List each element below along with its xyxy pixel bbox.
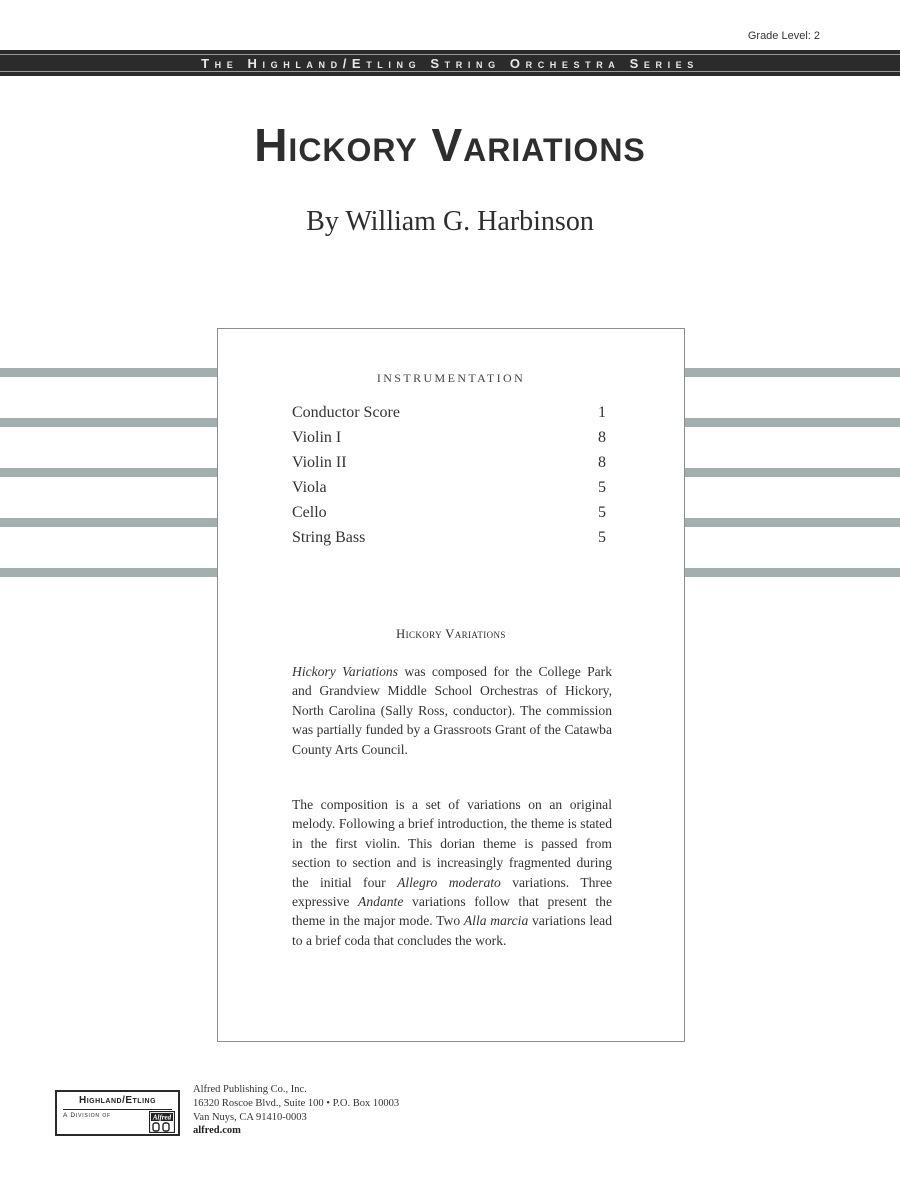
- instrument-row: [292, 454, 612, 478]
- staff-line: [0, 418, 217, 427]
- logo-name: Highland/Etling: [78, 1095, 157, 1106]
- page-title: Hickory Variations: [254, 119, 646, 171]
- instrument-quantity: 1: [598, 404, 606, 421]
- grade-level: Grade Level: 2: [747, 30, 820, 42]
- instrument-name: Violin I: [292, 429, 342, 446]
- publisher-info: [193, 1083, 399, 1138]
- info-panel: [217, 328, 685, 1042]
- staff-line: [685, 468, 900, 477]
- publisher-url: alfred.com: [193, 1125, 241, 1137]
- program-notes-heading: Hickory Variations: [396, 627, 506, 641]
- instrument-row: [292, 529, 612, 553]
- program-notes-paragraph: [292, 795, 612, 950]
- paragraph-text: The composition is a set of variations on an original melody. Following a brief introduction, the theme is stated in the first violin. This dorian theme is passed from section to section and is increasingly fragmented during the initial four: [292, 797, 612, 890]
- instrument-name: Viola: [292, 479, 327, 496]
- instrument-name: Cello: [292, 504, 327, 521]
- publisher-name: Alfred Publishing Co., Inc.: [193, 1084, 307, 1095]
- publisher-logo: [55, 1090, 180, 1136]
- staff-line: [685, 418, 900, 427]
- staff-line: [0, 568, 217, 577]
- staff-line: [685, 568, 900, 577]
- logo-subtitle: A Division of: [63, 1112, 111, 1119]
- paragraph-text: variations. Three expressive: [292, 874, 613, 910]
- instrument-quantity: 5: [598, 529, 606, 546]
- instrumentation-heading: INSTRUMENTATION: [376, 371, 526, 385]
- instrument-row: [292, 404, 612, 428]
- instrument-row: [292, 429, 612, 453]
- staff-line: [685, 518, 900, 527]
- paragraph-text: variations follow that present the theme in the major mode. Two: [292, 894, 612, 929]
- instrument-quantity: 5: [598, 479, 606, 496]
- instrument-quantity: 5: [598, 504, 606, 521]
- instrument-name: Conductor Score: [292, 404, 400, 421]
- alfred-logo-icon: [149, 1111, 175, 1133]
- series-banner: [0, 50, 900, 76]
- series-title: The Highland/Etling String Orchestra Series: [201, 56, 699, 71]
- instrument-name: String Bass: [292, 529, 366, 546]
- publisher-address: 16320 Roscoe Blvd., Suite 100 • P.O. Box 10003: [193, 1097, 400, 1109]
- instrument-quantity: 8: [598, 454, 606, 471]
- tempo-marking: Allegro moderato: [397, 874, 501, 890]
- composer-byline: By William G. Harbinson: [306, 206, 594, 237]
- staff-line: [685, 368, 900, 377]
- instrument-row: [292, 504, 612, 528]
- staff-line: [0, 518, 217, 527]
- instrument-quantity: 8: [598, 429, 606, 446]
- program-notes-paragraph: [292, 662, 612, 759]
- tempo-marking: Alla marcia: [463, 913, 529, 929]
- publisher-city: Van Nuys, CA 91410-0003: [193, 1111, 307, 1123]
- logo-divider: [63, 1109, 172, 1110]
- instrument-name: Violin II: [292, 454, 347, 471]
- staff-line: [0, 468, 217, 477]
- alfred-logo-text: Alfred: [152, 1113, 172, 1122]
- paragraph-text: was composed for the College Park and Grandview Middle School Orchestras of Hickory, North Carolina (Sally Ross, conductor). The commission was partially funded by a Grassroots Grant of the Catawba County Arts Council.: [292, 664, 613, 757]
- instrument-row: [292, 479, 612, 503]
- tempo-marking: Andante: [358, 894, 404, 910]
- staff-line: [0, 368, 217, 377]
- work-title-italic: Hickory Variations: [292, 664, 399, 679]
- paragraph-text: variations lead to a brief coda that concludes the work.: [292, 913, 612, 948]
